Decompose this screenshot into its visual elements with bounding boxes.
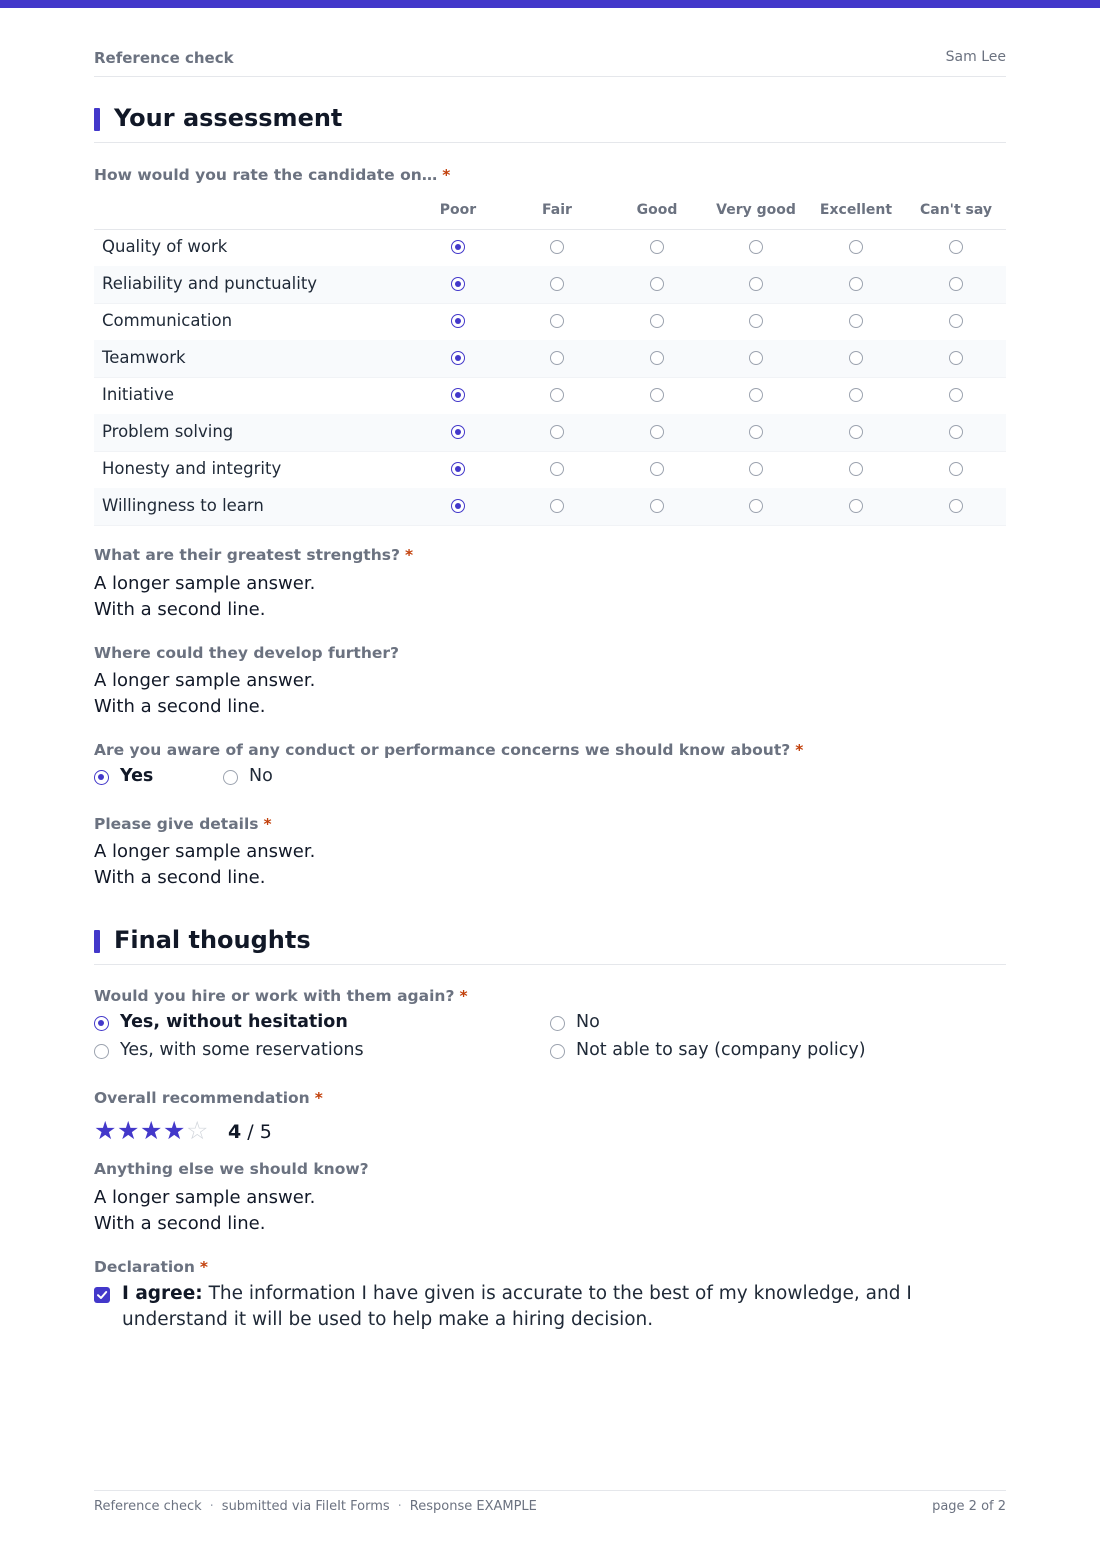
rating-radio[interactable]	[451, 499, 465, 513]
declaration-body: The information I have given is accurate to the best of my knowledge, and I understand it will be used to help make a hiring decision.	[122, 1283, 912, 1330]
rating-radio[interactable]	[550, 351, 564, 365]
answer-line: A longer sample answer.	[94, 573, 316, 594]
rating-radio[interactable]	[550, 425, 564, 439]
row-label: Quality of work	[102, 237, 228, 256]
anything-else-question	[94, 1160, 369, 1178]
column-header: Good	[636, 202, 678, 218]
row-label: Initiative	[102, 385, 175, 404]
rating-matrix-question	[94, 166, 450, 184]
question-label: How would you rate the candidate on…	[94, 166, 438, 184]
matrix-row	[94, 303, 1006, 341]
rating-radio[interactable]	[849, 462, 863, 476]
hire-again-question	[94, 987, 468, 1005]
question-label: Anything else we should know?	[94, 1160, 369, 1178]
rating-radio[interactable]	[451, 425, 465, 439]
section-accent-bar	[94, 930, 100, 953]
page-header	[94, 47, 1006, 77]
answer-line: With a second line.	[94, 695, 266, 717]
declaration-checkbox[interactable]	[94, 1287, 110, 1303]
concerns-question	[94, 741, 803, 759]
matrix-row	[94, 340, 1006, 378]
row-label: Honesty and integrity	[102, 459, 282, 478]
matrix-row	[94, 229, 1006, 267]
required-marker: *	[795, 741, 804, 759]
rating-radio[interactable]	[550, 499, 564, 513]
develop-question	[94, 644, 399, 662]
page-footer	[94, 1490, 1006, 1521]
rating-radio[interactable]	[550, 388, 564, 402]
rating-radio[interactable]	[749, 425, 763, 439]
column-header: Fair	[542, 202, 572, 218]
develop-answer	[94, 668, 315, 719]
respondent-name: Sam Lee	[945, 49, 1006, 65]
rating-radio[interactable]	[451, 462, 465, 476]
rating-radio[interactable]	[849, 314, 863, 328]
rating-max: / 5	[247, 1121, 272, 1143]
top-accent-bar	[0, 0, 1100, 8]
rating-radio[interactable]	[650, 351, 664, 365]
rating-radio[interactable]	[749, 314, 763, 328]
rating-radio[interactable]	[949, 499, 963, 513]
rating-radio[interactable]	[849, 388, 863, 402]
footer-response: Response EXAMPLE	[409, 1499, 537, 1514]
column-header: Can't say	[919, 202, 993, 218]
overall-question	[94, 1089, 323, 1107]
rating-radio[interactable]	[650, 388, 664, 402]
rating-radio[interactable]	[849, 425, 863, 439]
row-label: Communication	[102, 311, 233, 330]
answer-line: A longer sample answer.	[94, 841, 316, 862]
rating-radio[interactable]	[849, 499, 863, 513]
matrix-row	[94, 377, 1006, 415]
rating-radio[interactable]	[949, 388, 963, 402]
required-marker: *	[263, 815, 272, 833]
option-label: Yes, with some reservations	[120, 1040, 364, 1060]
star-filled-icon[interactable]: ★	[140, 1116, 163, 1145]
rating-radio[interactable]	[550, 277, 564, 291]
radio-button[interactable]	[223, 770, 238, 785]
star-empty-icon[interactable]: ☆	[186, 1116, 209, 1145]
option-label: Yes, without hesitation	[120, 1012, 348, 1032]
rating-radio[interactable]	[451, 277, 465, 291]
question-label: Are you aware of any conduct or performance concerns we should know about?	[94, 741, 791, 759]
required-marker: *	[442, 166, 451, 184]
rating-radio[interactable]	[451, 351, 465, 365]
required-marker: *	[199, 1258, 208, 1276]
answer-line: With a second line.	[94, 598, 266, 620]
question-label: Overall recommendation	[94, 1089, 310, 1107]
anything-else-answer	[94, 1185, 315, 1236]
rating-radio[interactable]	[550, 462, 564, 476]
radio-button[interactable]	[94, 770, 109, 785]
matrix-row	[94, 488, 1006, 526]
rating-matrix-header	[94, 195, 1006, 230]
star-filled-icon[interactable]: ★	[94, 1116, 117, 1145]
matrix-row	[94, 414, 1006, 452]
question-label: Would you hire or work with them again?	[94, 987, 455, 1005]
answer-line: A longer sample answer.	[94, 1187, 316, 1208]
strengths-question	[94, 546, 413, 564]
star-filled-icon[interactable]: ★	[163, 1116, 186, 1145]
rating-radio[interactable]	[749, 351, 763, 365]
rating-radio[interactable]	[849, 240, 863, 254]
option-label: Yes	[120, 766, 154, 786]
rating-value	[228, 1121, 272, 1143]
required-marker: *	[314, 1089, 323, 1107]
rating-score: 4	[228, 1121, 242, 1143]
rating-radio[interactable]	[849, 277, 863, 291]
rating-radio[interactable]	[949, 351, 963, 365]
section-final-thoughts	[94, 926, 1006, 965]
rating-radio[interactable]	[949, 462, 963, 476]
matrix-row	[94, 266, 1006, 304]
rating-radio[interactable]	[451, 240, 465, 254]
radio-button[interactable]	[550, 1044, 565, 1059]
rating-radio[interactable]	[849, 351, 863, 365]
option-label: No	[576, 1012, 600, 1032]
strengths-answer	[94, 571, 315, 622]
row-label: Willingness to learn	[102, 496, 264, 515]
column-header: Excellent	[819, 202, 893, 218]
required-marker: *	[404, 546, 414, 564]
footer-via: submitted via FileIt Forms	[221, 1499, 390, 1514]
declaration-lead: I agree:	[122, 1283, 203, 1304]
form-title: Reference check	[94, 49, 234, 67]
rating-radio[interactable]	[949, 240, 963, 254]
rating-radio[interactable]	[451, 388, 465, 402]
matrix-row	[94, 451, 1006, 489]
section-title: Final thoughts	[114, 926, 311, 954]
answer-line: With a second line.	[94, 866, 266, 888]
rating-radio[interactable]	[749, 240, 763, 254]
option-label: Not able to say (company policy)	[576, 1040, 866, 1060]
declaration-question	[94, 1258, 208, 1276]
details-question	[94, 815, 272, 833]
page-number: page 2 of 2	[932, 1499, 1006, 1514]
rating-radio[interactable]	[650, 499, 664, 513]
rating-radio[interactable]	[749, 388, 763, 402]
radio-button[interactable]	[94, 1016, 109, 1031]
column-header: Very good	[716, 202, 796, 218]
rating-radio[interactable]	[949, 425, 963, 439]
radio-button[interactable]	[94, 1044, 109, 1059]
rating-radio[interactable]	[749, 277, 763, 291]
required-marker: *	[459, 987, 468, 1005]
rating-radio[interactable]	[451, 314, 465, 328]
column-header: Poor	[439, 202, 477, 218]
rating-radio[interactable]	[749, 462, 763, 476]
section-accent-bar	[94, 108, 100, 131]
checkmark-icon	[96, 1289, 108, 1301]
rating-radio[interactable]	[949, 314, 963, 328]
rating-radio[interactable]	[650, 240, 664, 254]
section-title: Your assessment	[114, 104, 343, 132]
rating-radio[interactable]	[749, 499, 763, 513]
rating-radio[interactable]	[650, 277, 664, 291]
star-filled-icon[interactable]: ★	[117, 1116, 140, 1145]
rating-radio[interactable]	[949, 277, 963, 291]
question-label: Please give details	[94, 815, 259, 833]
question-label: What are their greatest strengths?	[94, 546, 400, 564]
question-label: Declaration	[94, 1258, 195, 1276]
rating-radio[interactable]	[650, 314, 664, 328]
row-label: Teamwork	[102, 348, 186, 367]
rating-radio[interactable]	[550, 240, 564, 254]
question-label: Where could they develop further?	[94, 644, 400, 662]
footer-info: Reference check · submitted via FileIt Forms · Response EXAMPLE	[94, 1499, 537, 1514]
rating-radio[interactable]	[650, 462, 664, 476]
answer-line: With a second line.	[94, 1212, 266, 1234]
row-label: Reliability and punctuality	[102, 274, 318, 293]
rating-radio[interactable]	[550, 314, 564, 328]
declaration-text	[122, 1281, 962, 1333]
row-label: Problem solving	[102, 422, 234, 441]
option-label: No	[249, 766, 273, 786]
section-your-assessment	[94, 104, 1006, 143]
footer-form-name: Reference check	[94, 1499, 202, 1514]
rating-radio[interactable]	[650, 425, 664, 439]
answer-line: A longer sample answer.	[94, 670, 316, 691]
details-answer	[94, 839, 315, 890]
radio-button[interactable]	[550, 1016, 565, 1031]
